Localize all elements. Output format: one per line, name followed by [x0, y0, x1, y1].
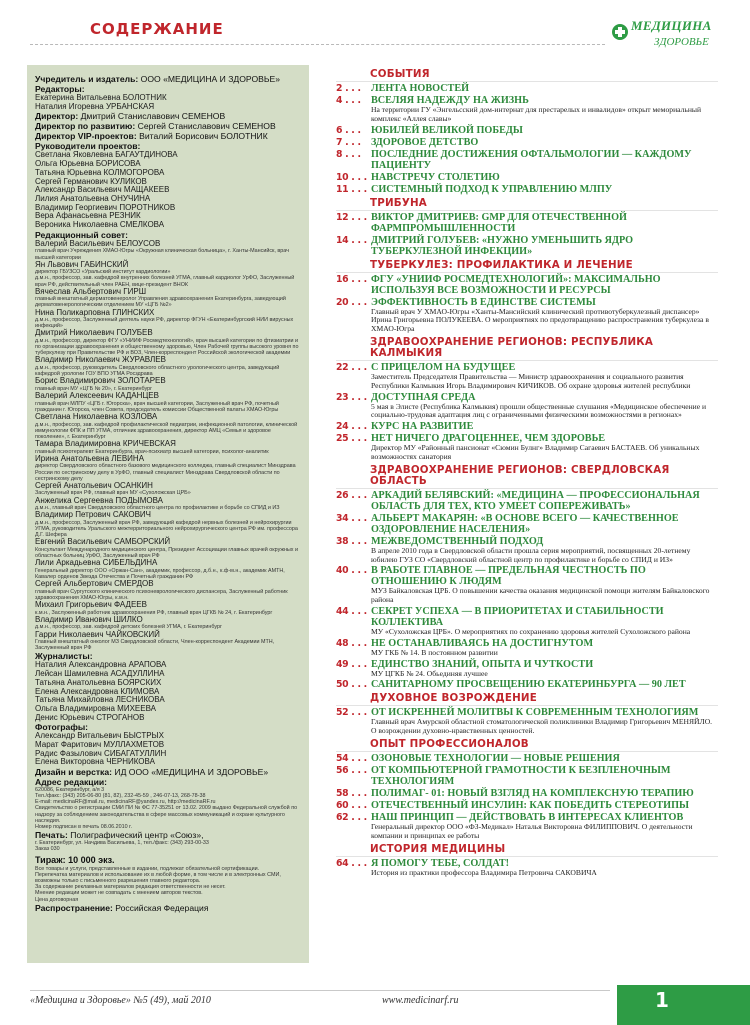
council-member-desc: д.м.н., профессор, зав. кафедрой внутренних болезней УГМА, главный кардиолог УрФО, Заслуженный врач РФ, действительный член РАЕН, вице-президент ВНОК: [35, 275, 295, 288]
toc-entry[interactable]: [336, 95, 718, 124]
council-member-name: Валерий Алексеевич КАДАНЦЕВ: [35, 391, 159, 401]
council-member-desc: Заслуженный врач РФ, главный врач МУ «Сухоложская ЦРБ»: [35, 490, 191, 497]
print-address-line: г. Екатеринбург, ул. Начдива Васильева, 1, тел./факс: (343) 293-00-33: [35, 839, 209, 846]
distribution-value: Российская Федерация: [115, 902, 209, 913]
council-member-name: Сергей Анатольевич ОСАНКИН: [35, 480, 153, 490]
toc-page-number: 58 . . .: [336, 787, 367, 799]
toc-entry[interactable]: [336, 137, 718, 148]
council-member-desc: главный внештатный дерматовенеролог Управления здравоохранения Екатеринбурга, заведующий дерматовенерологическим отделением МУ «ЦГБ №2»: [35, 296, 286, 309]
toc-entry-desc: Главный врач У ХМАО-Югры «Ханты-Мансийский клинический противотуберкулезный диспансер» Ирина Григорьевна ПОЛУКЕЕВА. О мероприятиях по предотвращению распространения туберкулеза в ХМАО-Югра: [371, 306, 709, 334]
toc-entry-title: НЕТ НИЧЕГО ДРАГОЦЕННЕЕ, ЧЕМ ЗДОРОВЬЕ: [371, 433, 606, 445]
toc-entry-title: ОЗОНОВЫЕ ТЕХНОЛОГИИ — НОВЫЕ РЕШЕНИЯ: [371, 752, 620, 764]
council-member-name: Михаил Григорьевич ФАДЕЕВ: [35, 599, 147, 609]
toc-entry[interactable]: [336, 392, 718, 421]
address-line: Номер подписан в печать 08.06.2010 г.: [35, 823, 132, 830]
footer: [30, 990, 610, 1006]
council-member-name: Ян Львович ГАБИНСКИЙ: [35, 259, 129, 269]
toc-page-number: 23 . . .: [336, 391, 367, 403]
toc-page-number: 44 . . .: [336, 605, 367, 617]
toc-entry-title: ЛЕНТА НОВОСТЕЙ: [371, 83, 470, 94]
founder-value: ООО «МЕДИЦИНА И ЗДОРОВЬЕ»: [140, 74, 281, 84]
toc-page-number: 38 . . .: [336, 535, 367, 547]
project-lead-name: Сергей Германович КУЛИКОВ: [35, 176, 147, 186]
council-member-name: Владимир Иванович ШИЛКО: [35, 614, 143, 624]
toc-entry-title: ЭФФЕКТИВНОСТЬ В ЕДИНСТВЕ СИСТЕМЫ: [371, 296, 596, 308]
toc-entry-title: ОТ КОМПЬЮТЕРНОЙ ГРАМОТНОСТИ К БЕЗПЛЕНОЧНЫМ ТЕХНОЛОГИЯМ: [371, 764, 671, 787]
toc-entry[interactable]: [336, 235, 718, 257]
print-label: Печать:: [35, 829, 68, 840]
council-member-name: Валерий Васильевич БЕЛОУСОВ: [35, 238, 161, 248]
toc-page-number: 6 . . .: [336, 124, 361, 136]
toc-entry[interactable]: [336, 606, 718, 637]
toc-column: [336, 66, 718, 877]
toc-page-number: 14 . . .: [336, 234, 367, 246]
address-line: E-mail: medicinaRF@mail.ru, medicinaRF@yandex.ru, http://medicinaRF.ru: [35, 799, 216, 806]
toc-entry-title: ЮБИЛЕЙ ВЕЛИКОЙ ПОБЕДЫ: [371, 124, 523, 136]
journalist-name: Татьяна Михайловна ЛЕСНИКОВА: [35, 695, 165, 705]
toc-entry-title: ДОСТУПНАЯ СРЕДА: [371, 391, 476, 403]
journalist-name: Ольга Владимировна МИХЕЕВА: [35, 703, 157, 713]
council-member-desc: д.м.н., профессор, Заслуженный деятель науки РФ, директор ФГУН «Екатеринбургский НИИ вирусных инфекций»: [35, 317, 294, 330]
print-run-note: За содержание рекламных материалов редакция ответственности не несет.: [35, 884, 226, 891]
toc-entry-desc: Директор МУ «Районный пансионат «Сюмин Булнг» Владимир Сагаевич БАСТАЕВ. Об уникальных возможностях санатория: [371, 443, 700, 461]
council-member-desc: Генеральный директор ООО «Оржан-Сан», академик, профессор, д.б.н., к.ф-м.н., академик АМТН, Кавалер орденов Звезда Отечества и Почетный гражданин РФ: [35, 567, 285, 580]
project-lead-label: Руководители проектов:: [35, 141, 141, 152]
toc-page-number: 12 . . .: [336, 211, 367, 223]
toc-entry-desc: История из практики профессора Владимира Петровича САКОВИЧА: [371, 867, 597, 877]
toc-section-title: ИСТОРИЯ МЕДИЦИНЫ: [336, 844, 718, 857]
toc-page-number: 4 . . .: [336, 95, 361, 106]
toc-entry[interactable]: [336, 274, 718, 296]
print-value: Полиграфический центр «Союз»,: [70, 829, 204, 840]
photographer-name: Марат Фаритович МУЛЛАХМЕТОВ: [35, 740, 165, 750]
footer-url[interactable]: www.medicinarf.ru: [382, 995, 459, 1006]
council-member-name: Борис Владимирович ЗОЛОТАРЕВ: [35, 376, 166, 386]
toc-entry-title: ФГУ «УНИИФ РОСМЕДТЕХНОЛОГИЙ»: МАКСИМАЛЬНО ИСПОЛЬЗУЯ ВСЕ ВОЗМОЖНОСТИ И РЕСУРСЫ: [371, 273, 661, 296]
toc-entry-title: СЕКРЕТ УСПЕХА — В ПРИОРИТЕТАХ И СТАБИЛЬНОСТИ КОЛЛЕКТИВА: [371, 605, 664, 628]
council-member-desc: д.м.н., профессор, руководитель Свердловского областного урологического центра, заведующий кафедрой урологии ГОУ ВПО УГМА Росздрава: [35, 365, 280, 378]
toc-entry-title: С ПРИЦЕЛОМ НА БУДУЩЕЕ: [371, 361, 516, 373]
toc-page-number: 8 . . .: [336, 148, 361, 160]
toc-page-number: 52 . . .: [336, 707, 367, 719]
toc-entry-title: КУРС НА РАЗВИТИЕ: [371, 421, 474, 433]
photographer-label: Фотографы:: [35, 722, 89, 733]
print-address-line: Заказ 030: [35, 845, 60, 852]
magazine-logo: [612, 12, 732, 56]
director-value: Дмитрий Станиславович СЕМЕНОВ: [80, 111, 226, 122]
toc-entry-title: ДМИТРИЙ ГОЛУБЕВ: «НУЖНО УМЕНЬШИТЬ ЯДРО ТУБЕРКУЛЕЗНОЙ ИНФЕКЦИИ»: [371, 234, 634, 257]
toc-entry-desc: МУ ЦГКБ № 24. Обьединяя лучшее: [371, 668, 488, 678]
toc-page-number: 34 . . .: [336, 512, 367, 524]
toc-section-title: ЗДРАВООХРАНЕНИЕ РЕГИОНОВ: СВЕРДЛОВСКАЯ ОБЛАСТЬ: [336, 465, 718, 489]
toc-page-number: 11 . . .: [336, 183, 367, 195]
toc-entry[interactable]: [336, 433, 718, 462]
toc-section-title: СОБЫТИЯ: [336, 69, 718, 82]
toc-page-number: 48 . . .: [336, 637, 367, 649]
toc-entry[interactable]: [336, 172, 718, 183]
toc-entry[interactable]: [336, 125, 718, 136]
toc-page-number: 62 . . .: [336, 811, 367, 823]
toc-entry[interactable]: [336, 788, 718, 799]
toc-entry-title: ПОСЛЕДНИЕ ДОСТИЖЕНИЯ ОФТАЛЬМОЛОГИИ — КАЖДОМУ ПАЦИЕНТУ: [371, 148, 692, 171]
toc-page-number: 64 . . .: [336, 857, 367, 869]
toc-section-title: ТУБЕРКУЛЕЗ: ПРОФИЛАКТИКА И ЛЕЧЕНИЕ: [336, 260, 718, 273]
toc-entry-desc: Заместитель Председателя Правительства — Министр здравоохранения и социального развития Республики Калмыкия Игорь Владимирович КИЧИКОВ. Об охране здоровья жителей республики: [371, 371, 691, 390]
toc-page-number: 10 . . .: [336, 171, 367, 183]
toc-entry[interactable]: [336, 800, 718, 811]
toc-section-title: ТРИБУНА: [336, 198, 718, 211]
council-member-name: Нина Поликарповна ГЛИНСКИХ: [35, 307, 155, 317]
print-run-note: Цена договорная: [35, 896, 79, 903]
toc-entry-desc: В апреле 2010 года в Свердловской области прошла серия мероприятий, посвященных 20-летнему юбилею ГУЗ СО «Свердловский областной центр по профилактике и борьбе со СПИД и ИЗ»: [371, 545, 691, 564]
photographer-name: Александр Витальевич БЫСТРЫХ: [35, 731, 164, 741]
council-member-name: Светлана Николаевна КОЗЛОВА: [35, 411, 158, 421]
council-member-desc: д.м.н., профессор, зав. кафедрой профилактической педиатрии, инфекционной патологии, клинической иммунологии ФПК и ПП УГМА, отличник здравоохранения, директор АМЦ «Семья и здоровое поколение», г. Екатеринбург: [35, 421, 298, 440]
toc-entry[interactable]: [336, 212, 718, 234]
toc-entry[interactable]: [336, 421, 718, 432]
page-number: 1: [655, 988, 669, 1012]
journalist-name: Денис Юрьевич СТРОГАНОВ: [35, 712, 145, 722]
toc-entry[interactable]: [336, 707, 718, 736]
toc-page-number: 40 . . .: [336, 565, 367, 577]
project-lead-name: Лилия Анатольевна ОНУЧИНА: [35, 193, 151, 203]
toc-entry-title: В РАБОТЕ ГЛАВНОЕ — ПРЕДЕЛЬНАЯ ЧЕСТНОСТЬ ПО ОТНОШЕНИЮ К ЛЮДЯМ: [371, 565, 646, 588]
toc-entry-title: НЕ ОСТАНАВЛИВАЯСЬ НА ДОСТИГНУТОМ: [371, 637, 594, 649]
photographer-name: Радис Фазылович СИБАГАТУЛЛИН: [35, 748, 167, 758]
founder-label: Учредитель и издатель:: [35, 74, 139, 84]
toc-page-number: 49 . . .: [336, 658, 367, 670]
toc-entry-title: АРКАДИЙ БЕЛЯВСКИЙ: «МЕДИЦИНА — ПРОФЕССИОНАЛЬНАЯ ОБЛАСТЬ ДЛЯ ТЕХ, КТО УМЕЕТ СОПЕРЕЖИВАТЬ»: [371, 489, 700, 512]
toc-entry-desc: Генеральный директор ООО «ФЗ-Медикал» Наталья Викторовна ФИЛИППОВИЧ. О деятельности компании и принципах ее работы: [371, 821, 693, 840]
toc-page-number: 7 . . .: [336, 136, 361, 148]
dev-director-value: Сергей Станиславович СЕМЕНОВ: [137, 121, 276, 132]
toc-entry-title: САНИТАРНОМУ ПРОСВЕЩЕНИЮ ЕКАТЕРИНБУРГА — 90 ЛЕТ: [371, 679, 686, 691]
council-member-desc: д.м.н., профессор, Заслуженный врач РФ, заведующий кафедрой нервных болезней и нейрохирургии УГМА, руководитель Уральского межтерриториального нейрохирургического центра РФ им. профессора Д.Г. Шефера: [35, 520, 298, 539]
council-member-desc: к.м.н., Заслуженный работник здравоохранения РФ, главный врач ЦГКБ № 24, г. Екатеринбург: [35, 609, 273, 616]
print-run-note: Все товары и услуги, представленные в издании, подлежат обязательной сертификации.: [35, 866, 260, 873]
toc-entry-title: АЛЬБЕРТ МАКАРЯН: «В ОСНОВЕ ВСЕГО — КАЧЕСТВЕННОЕ ОЗДОРОВЛЕНИЕ НАСЕЛЕНИЯ»: [371, 512, 679, 535]
photographer-name: Елена Викторовна ЧЕРНИКОВА: [35, 757, 155, 767]
dev-director-label: Директор по развитию:: [35, 121, 136, 132]
council-member-desc: Главный внештатный онколог МЗ Свердловской области, Член-корреспондент Академии МТН, Заслуженный врач РФ: [35, 639, 275, 652]
council-member-desc: главный врач МУ «ЦГБ № 20», г. Екатеринбург: [35, 385, 153, 392]
council-member-name: Сергей Альбертович СМЕРДОВ: [35, 579, 154, 589]
council-member-desc: д.м.н., профессор, зав. кафедрой детских болезней УГМА, г. Екатеринбург: [35, 624, 222, 631]
council-member-desc: главный врач Сургутского клинического психоневрологического диспансера, Заслуженный работник здравоохранения ХМАО-Югры, к.м.н.: [35, 588, 288, 601]
council-member-desc: главный психотерапевт Екатеринбурга, врач-психиатр высшей категории, психолог-аналитик: [35, 448, 269, 455]
toc-entry-title: ЗДОРОВОЕ ДЕТСТВО: [371, 136, 479, 148]
project-lead-name: Вероника Николаевна СМЕЛКОВА: [35, 220, 165, 230]
council-member-name: Владимир Николаевич ЖУРАВЛЕВ: [35, 355, 166, 365]
council-member-name: Анжелика Сергеевна ПОДЫМОВА: [35, 495, 164, 505]
project-lead-name: Ольга Юрьевна БОРИСОВА: [35, 159, 141, 169]
journalist-label: Журналисты:: [35, 651, 93, 662]
design-line: [35, 767, 309, 777]
toc-entry-desc: На территории ГУ «Энгельсский дом-интернат для престарелых и инвалидов» открыт мемориальный комплекс «Аллея славы»: [371, 105, 702, 123]
toc-entry[interactable]: [336, 513, 718, 535]
toc-entry-title: НАШ ПРИНЦИП — ДЕЙСТВОВАТЬ В ИНТЕРЕСАХ КЛИЕНТОВ: [371, 811, 684, 823]
project-lead-name: Владимир Георгиевич ПОРОТНИКОВ: [35, 202, 176, 212]
toc-entry[interactable]: [336, 638, 718, 658]
toc-page-number: 50 . . .: [336, 679, 367, 691]
council-member-name: Лили Аркадьевна СИБЕЛЬДИНА: [35, 558, 158, 568]
toc-entry-desc: 5 мая в Элисте (Республика Калмыкия) прошли общественные слушания «Медицинское обеспечение и социально-трудовая адаптация лиц с ограниченными физическими возможностями в регионах»: [371, 401, 707, 420]
council-member-desc: Консультант Международного медицинского центра, Президент Ассоциации главных врачей окружных и областных больниц УрФО, Заслуженный врач РФ: [35, 547, 298, 560]
print-run: Тираж: 10 000 экз.: [35, 855, 115, 866]
toc-entry[interactable]: [336, 812, 718, 841]
toc-page-number: 16 . . .: [336, 273, 367, 285]
project-lead-name: Вера Афанасьевна РЕЗНИК: [35, 211, 141, 221]
toc-page-number: 20 . . .: [336, 296, 367, 308]
toc-entry-title: ВИКТОР ДМИТРИЕВ: GMP ДЛЯ ОТЕЧЕСТВЕННОЙ ФАРМПРОМЫШЛЕННОСТИ: [371, 211, 627, 234]
toc-entry-title: НАВСТРЕЧУ СТОЛЕТИЮ: [371, 171, 500, 183]
journalist-name: Татьяна Анатольевна БОЯРСКИХ: [35, 677, 162, 687]
council-member-name: Владимир Петрович САКОВИЧ: [35, 510, 151, 520]
director-label: Директор:: [35, 111, 79, 122]
toc-page-number: 24 . . .: [336, 421, 367, 433]
footer-issue: «Медицина и Здоровье» №5 (49), май 2010: [30, 995, 211, 1006]
vip-director-label: Директор VIP-проектов:: [35, 131, 137, 142]
toc-page-number: 54 . . .: [336, 752, 367, 764]
header-divider: [30, 44, 605, 45]
toc-entry[interactable]: [336, 679, 718, 690]
design-label: Дизайн и верстка:: [35, 767, 113, 778]
toc-page-number: 2 . . .: [336, 83, 361, 94]
toc-page-number: 26 . . .: [336, 489, 367, 501]
project-lead-name: Светлана Яковлевна БАГАУТДИНОВА: [35, 150, 178, 160]
vip-director-line: [35, 131, 309, 141]
council-member-name: Вячеслав Альбертович ГИРШ: [35, 286, 147, 296]
toc-entry[interactable]: [336, 753, 718, 764]
toc-entry[interactable]: [336, 184, 718, 195]
council-member-name: Тамара Владимировна КРИЧЕВСКАЯ: [35, 438, 176, 448]
toc-entry[interactable]: [336, 149, 718, 171]
toc-entry-title: Я ПОМОГУ ТЕБЕ, СОЛДАТ!: [371, 857, 510, 869]
toc-entry[interactable]: [336, 858, 718, 878]
toc-entry-title: ОТЕЧЕСТВЕННЫЙ ИНСУЛИН: КАК ПОБЕДИТЬ СТЕРЕОТИПЫ: [371, 799, 690, 811]
dev-director-line: [35, 121, 309, 131]
toc-entry-title: ОТ ИСКРЕННЕЙ МОЛИТВЫ К СОВРЕМЕННЫМ ТЕХНОЛОГИЯМ: [371, 707, 699, 719]
vip-director-value: Виталий Борисович БОЛОТНИК: [139, 131, 268, 142]
design-value: ИД ООО «МЕДИЦИНА И ЗДОРОВЬЕ»: [114, 767, 269, 778]
council-member-desc: директор Свердловского областного базового медицинского колледжа, главный специалист Минздрава России по сестринскому делу в УрФО, главный специалист Минздрава Свердловской области по сестринскому делу: [35, 463, 296, 482]
toc-entry[interactable]: [336, 765, 718, 787]
journalist-name: Лейсан Шамилевна АСАДУЛЛИНА: [35, 669, 165, 679]
council-member-name: Дмитрий Николаевич ГОЛУБЕВ: [35, 328, 153, 338]
address-line: 620086, Екатеринбург, а/я 3: [35, 787, 105, 794]
address-line: Тел./факс: (343) 205-06-80 (81, 82), 232-45-59 , 246-07-13, 268-78-38: [35, 793, 206, 800]
director-line: [35, 111, 309, 121]
project-lead-name: Татьяна Юрьевна КОЛМОГОРОВА: [35, 167, 165, 177]
toc-entry-title: СИСТЕМНЫЙ ПОДХОД К УПРАВЛЕНИЮ МЛПУ: [371, 183, 613, 195]
print-run-note: Мнение редакции может не совпадать с мнением авторов текстов.: [35, 890, 203, 897]
editor-label: Редакторы:: [35, 84, 85, 94]
imprint-panel: [27, 65, 309, 963]
medical-cross-icon: [612, 24, 628, 40]
journalist-name: Наталия Александровна АРАПОВА: [35, 660, 167, 670]
toc-entry-title: ЕДИНСТВО ЗНАНИЙ, ОПЫТА И ЧУТКОСТИ: [371, 658, 594, 670]
project-lead-name: Александр Васильевич МАЩАКЕЕВ: [35, 185, 170, 195]
editor-name: Наталия Игоревна УРБАНСКАЯ: [35, 101, 155, 111]
address-label: Адрес редакции:: [35, 777, 108, 788]
toc-entry-title: ПОЛИМАГ- 01: НОВЫЙ ВЗГЛЯД НА КОМПЛЕКСНУЮ ТЕРАПИЮ: [371, 787, 694, 799]
toc-entry[interactable]: [336, 536, 718, 565]
council-member-desc: главный врач Учреждения ХМАО-Югры «Окружная клиническая больница», г. Ханты-Мансийск, врач высшей категории: [35, 248, 289, 261]
toc-entry-title: ВСЕЛЯЯ НАДЕЖДУ НА ЖИЗНЬ: [371, 95, 529, 106]
toc-entry[interactable]: [336, 362, 718, 391]
council-member-name: Ирина Анатольевна ЛЕВИНА: [35, 453, 145, 463]
toc-section-title: ОПЫТ ПРОФЕССИОНАЛОВ: [336, 739, 718, 752]
toc-entry[interactable]: [336, 490, 718, 512]
council-member-desc: главный врач МЛПУ «ЦГБ г. Югорска», врач высшей категории, Заслуженный врач РФ, почетный гражданин г. Югорска, член Совета, председатель комиссии Общественной палаты ХМАО-Югры: [35, 400, 279, 413]
toc-entry-desc: МУ «Сухоложская ЦРБ». О мероприятиях по сохранению здоровья жителей Сухоложского района: [371, 626, 691, 636]
distribution-line: [35, 903, 309, 913]
toc-entry-title: МЕЖВЕДОМСТВЕННЫЙ ПОДХОД: [371, 535, 544, 547]
council-member-desc: д.м.н., главный врач Свердловского областного центра по профилактике и борьбе со СПИД и ИЗ: [35, 505, 280, 512]
council-label: Редакционный совет:: [35, 229, 128, 240]
toc-page-number: 25 . . .: [336, 433, 367, 445]
toc-entry[interactable]: [336, 83, 718, 94]
toc-section-title: ДУХОВНОЕ ВОЗРОЖДЕНИЕ: [336, 693, 718, 706]
page-number-box: [617, 985, 750, 1025]
toc-entry-desc: Главный врач Амурской областной стоматологической поликлиники Владимир Григорьевич МЕНЯЙЛО. О возрождении духовно-нравственных ценностей.: [371, 717, 713, 736]
toc-page-number: 60 . . .: [336, 799, 367, 811]
contents-title: СОДЕРЖАНИЕ: [90, 20, 224, 38]
toc-section-title: ЗДРАВООХРАНЕНИЕ РЕГИОНОВ: РЕСПУБЛИКА КАЛМЫКИЯ: [336, 337, 718, 361]
council-member-name: Евгений Васильевич САМБОРСКИЙ: [35, 537, 171, 547]
logo-line1: МЕДИЦИНА: [631, 18, 712, 33]
toc-entry[interactable]: [336, 297, 718, 334]
editor-name: Екатерина Витальевна БОЛОТНИК: [35, 93, 167, 102]
council-member-name: Гарри Николаевич ЧАЙКОВСКИЙ: [35, 629, 160, 639]
print-line: [35, 830, 309, 840]
distribution-label: Распространение:: [35, 902, 113, 913]
journalist-name: Елена Александровна КЛИМОВА: [35, 686, 160, 696]
toc-entry-desc: МУЗ Байкаловская ЦРБ. О повышении качества оказания медицинской помощи жителям Байкаловского района: [371, 586, 710, 605]
founder-line: [35, 74, 309, 84]
council-member-desc: директор ГБУЗСО «Уральский институт кардиологии»: [35, 269, 171, 276]
print-run-note: Перепечатка материалов и использование их в любой форме, в том числе и в электронных СМИ, возможны только с письменного разрешения главного редактора.: [35, 872, 281, 885]
address-line: Свидетельство о регистрации СМИ ПИ № ФС 77-35251 от 13.02. 2009 выдано Федеральной службой по надзору за соблюдением законодательства в сфере массовых коммуникаций и охране культурного наследия.: [35, 805, 298, 824]
logo-line2: ЗДОРОВЬЕ: [654, 36, 709, 48]
toc-entry[interactable]: [336, 659, 718, 679]
toc-page-number: 22 . . .: [336, 361, 367, 373]
toc-page-number: 56 . . .: [336, 764, 367, 776]
toc-entry[interactable]: [336, 565, 718, 605]
council-member-desc: д.м.н., профессор, директор ФГУ «УНИИФ Росмедтехнологий», врач высшей категории по фтизиатрии и по организации здравоохранения и общественному здоровью, Член Рабочей группы высокого уровня по туберкулезу при Правительстве РФ и ВОЗ, Член-корреспондент Российской экологической академии: [35, 338, 299, 357]
toc-entry-desc: МУ ГКБ № 14. В постоянном развитии: [371, 647, 498, 657]
